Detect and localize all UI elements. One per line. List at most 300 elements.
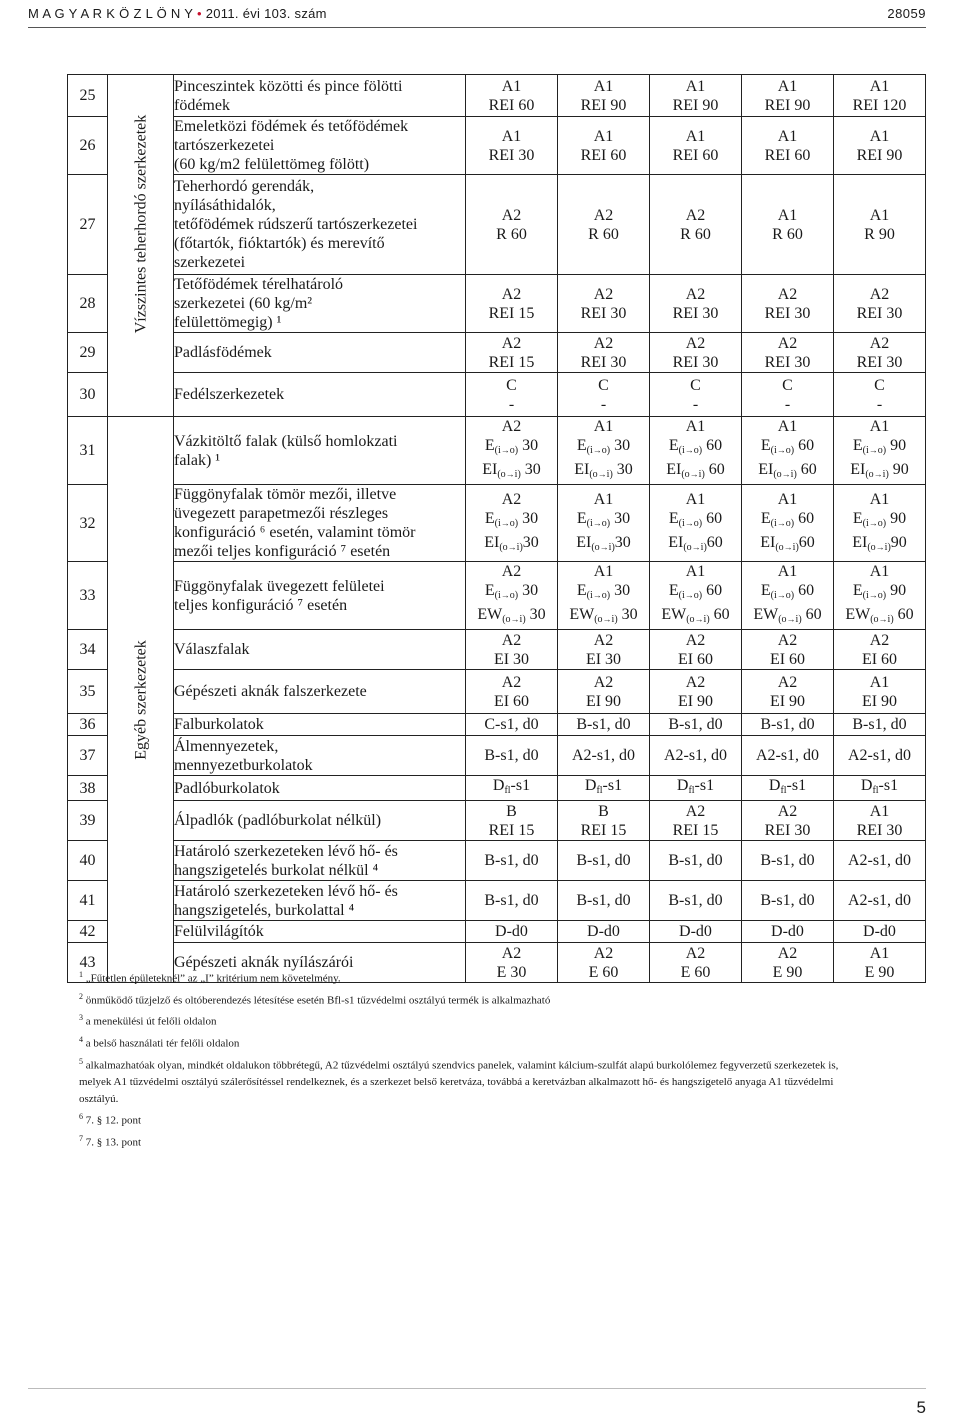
row-number: 29 [68, 333, 108, 373]
class-value: $E_{(i\to o)}$ 30 [576, 582, 631, 601]
class-value-cell [650, 714, 742, 736]
class-value: $EI_{(o\to i)}30$ [484, 533, 539, 553]
class-value: A1 [869, 673, 890, 691]
class-value: A2 [501, 673, 522, 691]
class-value: A2 [869, 631, 890, 649]
class-value: A2 [501, 490, 522, 508]
class-value-cell [650, 417, 742, 485]
class-value: C [506, 376, 517, 394]
class-value-cell [834, 801, 926, 841]
table-row [68, 175, 926, 275]
group-gap [108, 373, 174, 417]
footnote-mark: 5 [79, 1056, 83, 1066]
class-value-cell [558, 736, 650, 776]
class-value: $EI_{(o\to i)}$ 30 [482, 461, 541, 480]
class-value: $E_{(i\to o)}$ 60 [760, 437, 815, 456]
class-value-cell [742, 881, 834, 921]
class-value: A2 [777, 285, 798, 303]
class-value: D-d0 [679, 923, 712, 940]
row-description [174, 881, 466, 921]
class-value: A2-s1, d0 [663, 747, 728, 764]
class-value: A1 [869, 206, 890, 224]
class-value: E 30 [496, 963, 527, 981]
class-value: A1 [777, 77, 798, 95]
table-row [68, 333, 926, 373]
description-line: teljes konfiguráció ⁷ esetén [174, 596, 348, 614]
class-value: B-s1, d0 [760, 852, 815, 869]
class-value: B-s1, d0 [852, 716, 907, 733]
class-value: A1 [593, 418, 614, 435]
class-value-cell [650, 485, 742, 562]
table-row [68, 373, 926, 417]
class-value: $EI_{(o\to i)}60$ [760, 533, 815, 553]
class-value: R 60 [496, 225, 527, 243]
class-value: A1 [777, 206, 798, 224]
class-value-cell [834, 373, 926, 417]
class-value: $EI_{(o\to i)}90$ [852, 533, 907, 553]
page-number: 28059 [887, 6, 926, 21]
class-value: EI 30 [585, 650, 622, 668]
class-value-cell [466, 75, 558, 117]
row-number: 40 [68, 841, 108, 881]
class-value: REI 15 [488, 821, 535, 839]
class-value: A2 [685, 631, 706, 649]
row-number: 28 [68, 275, 108, 333]
class-value: REI 15 [488, 304, 535, 322]
class-value-cell [742, 75, 834, 117]
footnote [79, 1053, 859, 1109]
class-value-cell [650, 562, 742, 630]
class-value: A1 [593, 490, 614, 508]
class-value-cell [558, 275, 650, 333]
class-value: $D_{fl}-s1$ [492, 777, 531, 796]
class-value: $D_{fl}-s1$ [860, 777, 899, 796]
class-value: EI 90 [861, 692, 898, 710]
description-line: Álmennyezetek, [174, 737, 279, 755]
footer-page-number: 5 [916, 1398, 926, 1417]
class-value: A2 [501, 944, 522, 962]
class-value-cell [466, 841, 558, 881]
class-value: REI 90 [764, 96, 811, 114]
class-value-cell [742, 670, 834, 714]
class-value: $E_{(i\to o)}$ 30 [576, 437, 631, 456]
class-value-cell [834, 670, 926, 714]
class-value: C [690, 376, 701, 394]
class-value-cell [466, 714, 558, 736]
row-number: 34 [68, 630, 108, 670]
row-description [174, 670, 466, 714]
class-value: A1 [685, 127, 706, 145]
class-value: A1 [869, 490, 890, 508]
class-value-cell [742, 921, 834, 943]
class-value: REI 30 [856, 304, 903, 322]
class-value: $EI_{(o\to i)}$ 90 [850, 461, 909, 480]
class-value-cell [742, 714, 834, 736]
class-value-cell [558, 881, 650, 921]
class-value: EI 60 [861, 650, 898, 668]
description-line: hangszigetelés burkolat nélkül ⁴ [174, 861, 379, 879]
class-value-cell [742, 333, 834, 373]
class-value: $EI_{(o\to i)}30$ [576, 533, 631, 553]
class-value: REI 15 [488, 353, 535, 371]
class-value: $E_{(i\to o)}$ 90 [852, 437, 907, 456]
footnote-text: önműködő tűzjelző és oltóberendezés létesítése esetén Bfl-s1 tűzvédelmi osztályú termék is alkalmazható [83, 994, 551, 1007]
class-value-cell [466, 562, 558, 630]
class-value: B-s1, d0 [760, 716, 815, 733]
class-value-cell [650, 630, 742, 670]
class-value-cell [834, 117, 926, 175]
class-value: A1 [685, 490, 706, 508]
class-value-cell [742, 562, 834, 630]
row-description [174, 75, 466, 117]
description-line: Tetőfödémek térelhatároló [174, 276, 344, 293]
class-value-cell [650, 881, 742, 921]
class-value: $E_{(i\to o)}$ 30 [576, 509, 631, 529]
class-value-cell [742, 776, 834, 801]
class-value: REI 120 [852, 96, 907, 114]
table-row [68, 801, 926, 841]
class-value-cell [558, 117, 650, 175]
class-value: D-d0 [771, 923, 804, 940]
class-value: A2 [685, 206, 706, 224]
row-number: 31 [68, 417, 108, 485]
row-number: 38 [68, 776, 108, 801]
description-line: falak) ¹ [174, 451, 221, 469]
description-line: konfiguráció ⁶ esetén, valamint tömör [174, 524, 416, 541]
class-value: A1 [501, 127, 522, 145]
row-number: 42 [68, 921, 108, 943]
class-value: $E_{(i\to o)}$ 30 [484, 582, 539, 601]
class-value: A2-s1, d0 [571, 747, 636, 764]
class-value: B-s1, d0 [760, 892, 815, 909]
footnote-text: a menekülési út felőli oldalon [83, 1015, 217, 1028]
class-value-cell [558, 670, 650, 714]
footnote [79, 988, 859, 1010]
class-value: EI 90 [769, 692, 806, 710]
description-line: Függönyfalak tömör mezői, illetve [174, 486, 397, 503]
class-value-cell [650, 333, 742, 373]
table-row [68, 881, 926, 921]
footnote-mark: 4 [79, 1034, 83, 1044]
class-value-cell [650, 670, 742, 714]
class-value: A1 [501, 77, 522, 95]
class-value-cell [650, 175, 742, 275]
class-value: REI 90 [580, 96, 627, 114]
class-value: $E_{(i\to o)}$ 90 [852, 509, 907, 529]
footnote [79, 1130, 859, 1152]
class-value-cell [466, 175, 558, 275]
class-value: $D_{fl}-s1$ [768, 777, 807, 796]
class-value: A2 [593, 206, 614, 224]
footnote-mark: 2 [79, 991, 83, 1001]
class-value: REI 30 [764, 353, 811, 371]
class-value-cell [742, 485, 834, 562]
class-value-cell [834, 485, 926, 562]
class-value: $EW_{(o\to i)}$ 30 [569, 606, 638, 625]
class-value: EI 90 [677, 692, 714, 710]
class-value-cell [834, 776, 926, 801]
table-row [68, 714, 926, 736]
class-value-cell [742, 630, 834, 670]
class-value: B-s1, d0 [576, 716, 631, 733]
class-value: REI 60 [764, 146, 811, 164]
class-value-cell [558, 776, 650, 801]
class-value: EI 60 [677, 650, 714, 668]
row-description [174, 117, 466, 175]
description-line: Falburkolatok [174, 716, 264, 733]
class-value: REI 90 [856, 146, 903, 164]
table-row [68, 776, 926, 801]
class-value-cell [650, 275, 742, 333]
class-value-cell [558, 75, 650, 117]
class-value-cell [650, 117, 742, 175]
class-value: C [874, 376, 885, 394]
row-description [174, 776, 466, 801]
class-value: A1 [593, 563, 614, 580]
class-value-cell [742, 417, 834, 485]
class-value-cell [466, 801, 558, 841]
description-line: tetőfödémek rúdszerű tartószerkezetei [174, 216, 418, 233]
description-line: mennyezetburkolatok [174, 756, 313, 774]
row-number: 30 [68, 373, 108, 417]
class-value: E 60 [588, 963, 619, 981]
class-value-cell [834, 881, 926, 921]
class-value: $EW_{(o\to i)}$ 30 [477, 606, 546, 625]
class-value: A2 [777, 802, 798, 820]
header-bullet: • [196, 6, 202, 21]
row-description [174, 841, 466, 881]
class-value-cell [466, 485, 558, 562]
class-value-cell [558, 333, 650, 373]
class-value: EI 30 [493, 650, 530, 668]
class-value: B-s1, d0 [576, 852, 631, 869]
class-value: REI 30 [856, 353, 903, 371]
class-value: REI 90 [672, 96, 719, 114]
class-value: B [506, 802, 517, 820]
row-number: 26 [68, 117, 108, 175]
row-description [174, 801, 466, 841]
description-line: Vázkitöltő falak (külső homlokzati [174, 432, 398, 450]
class-value: R 60 [772, 225, 803, 243]
class-value-cell [650, 736, 742, 776]
group-text: Egyéb szerkezetek [132, 639, 149, 760]
class-value: A1 [777, 418, 798, 435]
class-value-cell [558, 562, 650, 630]
class-value: D-d0 [863, 923, 896, 940]
class-value: $E_{(i\to o)}$ 30 [484, 509, 539, 529]
class-value-cell [558, 801, 650, 841]
description-line: Padlásfödémek [174, 344, 272, 361]
class-value: E 60 [680, 963, 711, 981]
table-row [68, 921, 926, 943]
class-value: B-s1, d0 [484, 852, 539, 869]
class-value: REI 30 [764, 821, 811, 839]
class-value: REI 30 [672, 304, 719, 322]
row-description [174, 714, 466, 736]
class-value-cell [466, 333, 558, 373]
class-value: EI 60 [769, 650, 806, 668]
class-value: $E_{(i\to o)}$ 60 [668, 437, 723, 456]
description-line: Gépészeti aknák falszerkezete [174, 683, 367, 700]
footnote-mark: 3 [79, 1013, 83, 1023]
class-value: A1 [777, 127, 798, 145]
description-line: (60 kg/m2 felülettömeg fölött) [174, 156, 370, 173]
class-value-cell [742, 275, 834, 333]
footnote-text: 7. § 12. pont [83, 1114, 142, 1127]
group-text: Vízszintes teherhordó szerkezetek [132, 114, 149, 334]
class-value: C [782, 376, 793, 394]
footer-rule [28, 1388, 926, 1389]
class-value: EI 60 [493, 692, 530, 710]
class-value: B-s1, d0 [668, 852, 723, 869]
page-header [28, 6, 926, 28]
class-value: A1 [869, 77, 890, 95]
class-value-cell [834, 841, 926, 881]
class-value: $E_{(i\to o)}$ 60 [668, 582, 723, 601]
class-value: $E_{(i\to o)}$ 60 [668, 509, 723, 529]
class-value-cell [834, 714, 926, 736]
row-description [174, 921, 466, 943]
class-value-cell [742, 373, 834, 417]
group-label-horizontal [108, 75, 174, 373]
class-value: - [508, 395, 515, 413]
description-line: felülettömegig) ¹ [174, 314, 282, 331]
footnote [79, 1031, 859, 1053]
table-row [68, 670, 926, 714]
footnote-mark: 6 [79, 1112, 83, 1122]
row-description [174, 417, 466, 485]
class-value-cell [650, 75, 742, 117]
class-value: A2 [593, 944, 614, 962]
class-value: A2 [869, 285, 890, 303]
class-value: A2 [501, 206, 522, 224]
description-line: Pinceszintek közötti és pince fölötti [174, 77, 403, 95]
class-value: REI 15 [580, 821, 627, 839]
footnote-text: alkalmazhatóak olyan, mindkét oldalukon többrétegű, A2 tűzvédelmi osztályú szendvics panelek, valamint kálcium-szulfát alapú burkolólemez fegyverzetű szerkezetek is, melyek A1 tűzvédelmi osztályú szálerősítéssel rendelkeznek, és a szerkezet belső keretváza, továbbá a keretvázban alkalmazott hő- és hangszigetelő anyaga A1 tűzvédelmi osztályú. [79, 1059, 839, 1106]
class-value: REI 30 [580, 304, 627, 322]
row-description [174, 485, 466, 562]
class-value: A2 [501, 418, 522, 435]
row-number: 43 [68, 943, 108, 983]
table-row [68, 75, 926, 117]
class-value: A1 [869, 944, 890, 962]
class-value: E 90 [864, 963, 895, 981]
row-number: 39 [68, 801, 108, 841]
description-line: Határoló szerkezeteken lévő hő- és [174, 842, 398, 860]
class-value: A1 [685, 418, 706, 435]
class-value: - [600, 395, 607, 413]
class-value: A2 [685, 334, 706, 352]
row-description [174, 275, 466, 333]
class-value: A2-s1, d0 [847, 852, 912, 869]
table-row [68, 736, 926, 776]
class-value-cell [834, 417, 926, 485]
description-line: Határoló szerkezeteken lévő hő- és [174, 882, 398, 900]
class-value: C-s1, d0 [484, 716, 539, 733]
class-value-cell [650, 841, 742, 881]
class-value: A2 [501, 334, 522, 352]
class-value: REI 60 [488, 96, 535, 114]
footnote [79, 1009, 859, 1031]
row-description [174, 175, 466, 275]
class-value: A2 [777, 944, 798, 962]
class-value: A1 [869, 563, 890, 580]
class-value: R 90 [864, 225, 895, 243]
class-value: A2 [501, 563, 522, 580]
class-value: R 60 [680, 225, 711, 243]
description-line: Teherhordó gerendák, [174, 178, 315, 195]
class-value: A1 [593, 77, 614, 95]
class-value: $D_{fl}-s1$ [676, 777, 715, 796]
description-line: üvegezett parapetmezői részleges [174, 505, 389, 522]
class-value: B [598, 802, 609, 820]
journal-name: M A G Y A R K Ö Z L Ö N Y [28, 6, 194, 21]
class-value-cell [650, 801, 742, 841]
class-value: $E_{(i\to o)}$ 90 [852, 582, 907, 601]
class-value: A2 [777, 334, 798, 352]
class-value: A2-s1, d0 [755, 747, 820, 764]
class-value-cell [834, 275, 926, 333]
class-value: B-s1, d0 [576, 892, 631, 909]
table-row [68, 117, 926, 175]
class-value: A2 [593, 334, 614, 352]
class-value-cell [466, 670, 558, 714]
class-value: A2 [685, 285, 706, 303]
class-value: A2 [777, 673, 798, 691]
class-value: $EI_{(o\to i)}$ 30 [574, 461, 633, 480]
row-number: 35 [68, 670, 108, 714]
class-value: B-s1, d0 [484, 747, 539, 764]
class-value-cell [742, 117, 834, 175]
footnote-mark: 1 [79, 970, 83, 979]
description-line: hangszigetelés, burkolattal ⁴ [174, 901, 355, 919]
class-value-cell [558, 175, 650, 275]
row-number: 33 [68, 562, 108, 630]
class-value: - [876, 395, 883, 413]
class-value: B-s1, d0 [668, 716, 723, 733]
class-value-cell [650, 776, 742, 801]
class-value: A2 [593, 285, 614, 303]
class-value: A2 [685, 944, 706, 962]
description-line: Fedélszerkezetek [174, 386, 285, 403]
class-value: - [692, 395, 699, 413]
class-value: R 60 [588, 225, 619, 243]
description-line: Válaszfalak [174, 641, 250, 658]
class-value: A2-s1, d0 [847, 892, 912, 909]
row-description [174, 562, 466, 630]
description-line: Álpadlók (padlóburkolat nélkül) [174, 812, 382, 829]
class-value: A2 [593, 631, 614, 649]
class-value-cell [834, 630, 926, 670]
header-rule [28, 27, 926, 28]
row-number: 27 [68, 175, 108, 275]
class-value-cell [558, 485, 650, 562]
class-value-cell [466, 736, 558, 776]
row-description [174, 373, 466, 417]
table-row [68, 485, 926, 562]
class-value: A1 [777, 490, 798, 508]
class-value: REI 30 [580, 353, 627, 371]
class-value-cell [834, 562, 926, 630]
footnote [79, 1108, 859, 1130]
table-row [68, 562, 926, 630]
class-value: C [598, 376, 609, 394]
description-line: szerkezetei [174, 254, 246, 271]
class-value: REI 30 [672, 353, 719, 371]
footnote-text: 7. § 13. pont [83, 1136, 142, 1149]
footnote-text: „Fűtetlen épületeknél” az „I” kritérium nem követelmény. [83, 972, 341, 985]
class-value-cell [834, 75, 926, 117]
